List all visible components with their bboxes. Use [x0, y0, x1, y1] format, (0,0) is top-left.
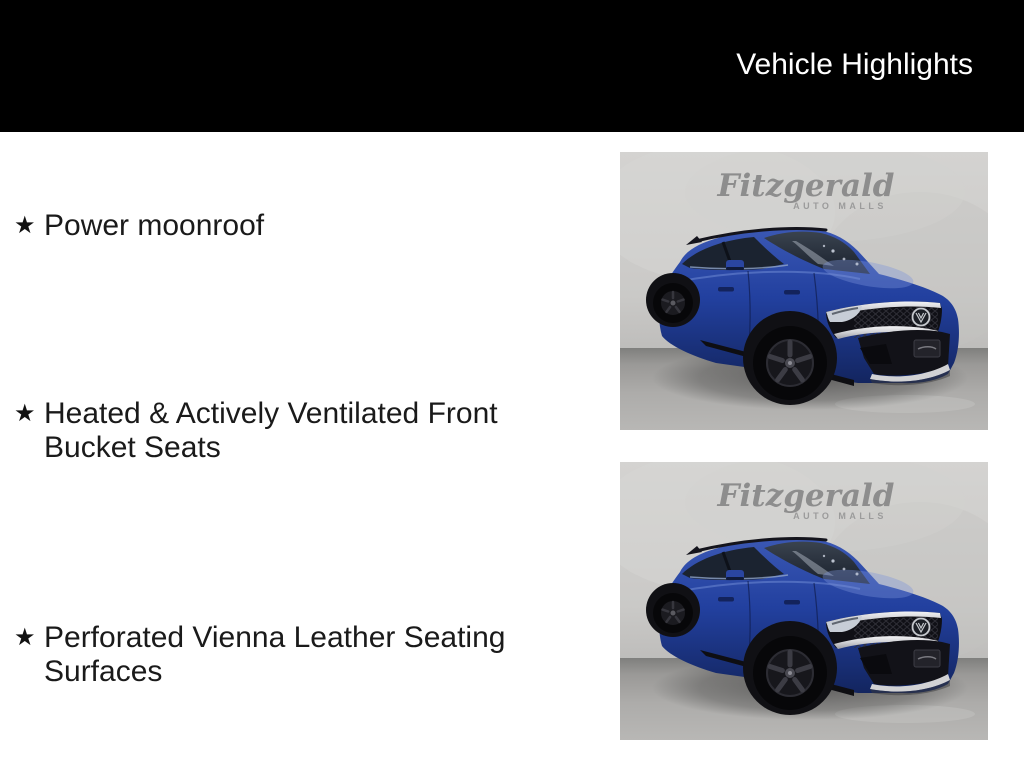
header-bar	[0, 0, 1024, 132]
highlight-label: Perforated Vienna Leather Seating Surfaces	[44, 621, 506, 688]
highlight-item-power-moonroof	[14, 209, 574, 243]
highlight-item-leather-seating	[14, 621, 574, 689]
star-bullet-icon: ★	[14, 624, 36, 651]
vehicle-photo-svg	[620, 462, 988, 740]
highlight-label: Heated & Actively Ventilated Front Bucket Seats	[44, 397, 498, 464]
vehicle-photo-svg	[620, 152, 988, 430]
page-title: Vehicle Highlights	[736, 48, 973, 81]
highlight-item-heated-seats	[14, 397, 574, 465]
star-bullet-icon: ★	[14, 400, 36, 427]
star-bullet-icon: ★	[14, 212, 36, 239]
vehicle-photo-top	[620, 152, 988, 430]
vehicle-photo-bottom	[620, 462, 988, 740]
highlight-label: Power moonroof	[44, 209, 265, 242]
